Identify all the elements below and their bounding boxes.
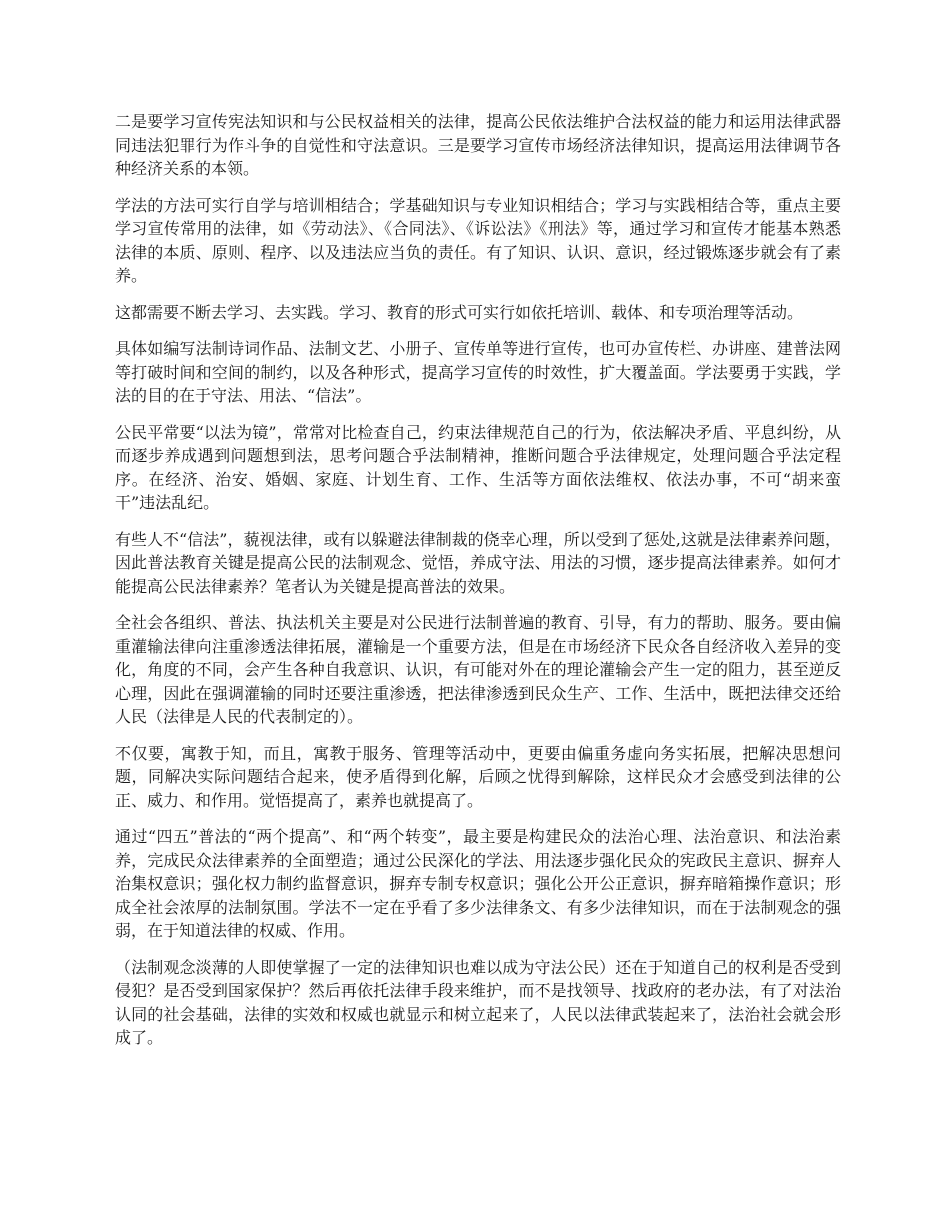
paragraph-6: 有些人不“信法”，藐视法律，或有以躲避法律制裁的侥幸心理，所以受到了惩处,这就是法律素养问题，因此普法教育关键是提高公民的法制观念、觉悟，养成守法、用法的习惯，逐步提高法律素养。如何才能提高公民法律素养？笔者认为关键是提高普法的效果。	[115, 529, 841, 596]
document-page	[115, 110, 841, 1063]
paragraph-5: 公民平常要“以法为镜”，常常对比检查自己，约束法律规范自己的行为，依法解决矛盾、平息纠纷，从而逐步养成遇到问题想到法，思考问题合乎法制精神，推断问题合乎法律规定，处理问题合乎法定程序。在经济、治安、婚姻、家庭、计划生育、工作、生活等方面依法维权、依法办事，不可“胡来蛮干”违法乱纪。	[115, 422, 841, 512]
paragraph-9: 通过“四五”普法的“两个提高”、和“两个转变”，最主要是构建民众的法治心理、法治意识、和法治素养，完成民众法律素养的全面塑造；通过公民深化的学法、用法逐步强化民众的宪政民主意识、摒弃人治集权意识；强化权力制约监督意识，摒弃专制专权意识；强化公开公正意识，摒弃暗箱操作意识；形成全社会浓厚的法制氛围。学法不一定在乎看了多少法律条文、有多少法律知识，而在于法制观念的强弱，在于知道法律的权威、作用。	[115, 827, 841, 940]
paragraph-10: （法制观念淡薄的人即使掌握了一定的法律知识也难以成为守法公民）还在于知道自己的权利是否受到侵犯？是否受到国家保护？然后再依托法律手段来维护，而不是找领导、找政府的老办法，有了对法治认同的社会基础，法律的实效和权威也就显示和树立起来了，人民以法律武装起来了，法治社会就会形成了。	[115, 957, 841, 1047]
paragraph-2: 学法的方法可实行自学与培训相结合；学基础知识与专业知识相结合；学习与实践相结合等，重点主要学习宣传常用的法律，如《劳动法》、《合同法》、《诉讼法》《刑法》等，通过学习和宣传才能基本熟悉法律的本质、原则、程序、以及违法应当负的责任。有了知识、认识、意识，经过锻炼逐步就会有了素养。	[115, 195, 841, 285]
paragraph-4: 具体如编写法制诗词作品、法制文艺、小册子、宣传单等进行宣传，也可办宣传栏、办讲座、建普法网等打破时间和空间的制约，以及各种形式，提高学习宣传的时效性，扩大覆盖面。学法要勇于实践，学法的目的在于守法、用法、“信法”。	[115, 339, 841, 405]
paragraph-7: 全社会各组织、普法、执法机关主要是对公民进行法制普遍的教育、引导，有力的帮助、服务。要由偏重灌输法律向注重渗透法律拓展，灌输是一个重要方法，但是在市场经济下民众各自经济收入差异的变化，角度的不同，会产生各种自我意识、认识，有可能对外在的理论灌输会产生一定的阻力，甚至逆反心理，因此在强调灌输的同时还要注重渗透，把法律渗透到民众生产、工作、生活中，既把法律交还给人民（法律是人民的代表制定的）。	[115, 613, 841, 726]
paragraph-3: 这都需要不断去学习、去实践。学习、教育的形式可实行如依托培训、载体、和专项治理等活动。	[115, 302, 804, 322]
paragraph-8: 不仅要，寓教于知，而且，寓教于服务、管理等活动中，更要由偏重务虚向务实拓展，把解决思想问题，同解决实际问题结合起来，使矛盾得到化解，后顾之忧得到解除，这样民众才会感受到法律的公正、威力、和作用。觉悟提高了，素养也就提高了。	[115, 743, 841, 810]
paragraph-1: 二是要学习宣传宪法知识和与公民权益相关的法律，提高公民依法维护合法权益的能力和运用法律武器同违法犯罪行为作斗争的自觉性和守法意识。三是要学习宣传市场经济法律知识，提高运用法律调节各种经济关系的本领。	[115, 112, 841, 178]
